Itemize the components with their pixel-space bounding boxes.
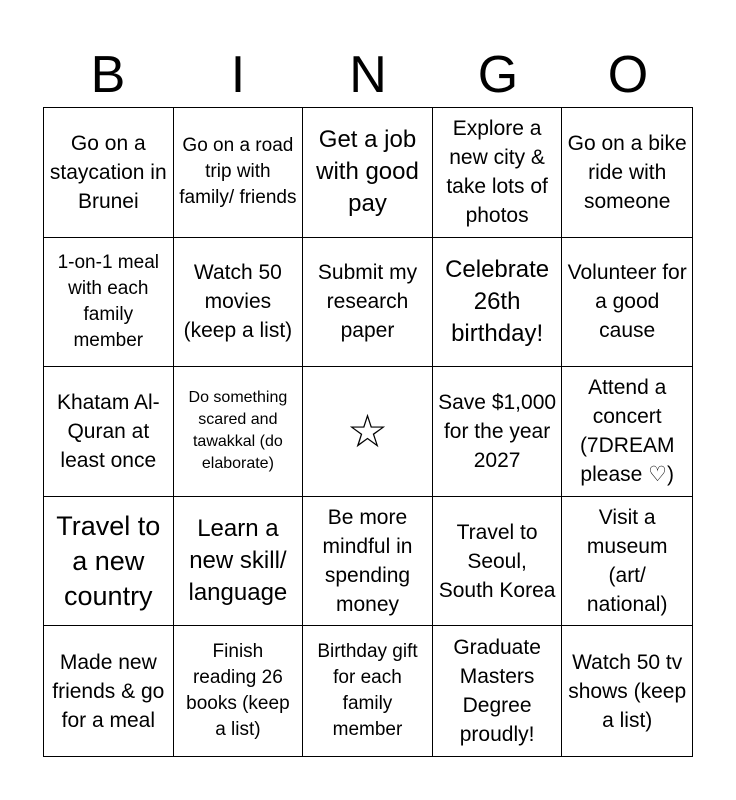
bingo-cell[interactable]: [174, 497, 304, 627]
cell-text: Watch 50 tv shows (keep a list): [568, 650, 687, 732]
bingo-cell[interactable]: [174, 238, 304, 368]
bingo-cell[interactable]: [562, 367, 692, 497]
cell-text: Learn a new skill/ language: [188, 515, 288, 607]
cell-text: Watch 50 movies (keep a list): [183, 261, 293, 343]
header-letter-i: I: [230, 46, 246, 104]
bingo-cell[interactable]: [433, 238, 563, 368]
bingo-cell[interactable]: [433, 626, 563, 756]
cell-text: 1-on-1 meal with each family member: [57, 251, 159, 351]
bingo-cell[interactable]: [174, 626, 304, 756]
bingo-cell[interactable]: [562, 626, 692, 756]
cell-text: Finish reading 26 books (keep a list): [186, 641, 290, 741]
cell-text: Get a job with good pay: [316, 126, 419, 218]
bingo-cell[interactable]: [303, 497, 433, 627]
bingo-cell[interactable]: [44, 626, 174, 756]
cell-text: Go on a road trip with family/ friends: [179, 135, 297, 209]
cell-text: Submit my research paper: [317, 261, 418, 343]
cell-text: Made new friends & go for a meal: [52, 650, 165, 732]
header-letter-g: G: [477, 46, 519, 104]
cell-text: Save $1,000 for the year 2027: [438, 390, 557, 472]
bingo-header: [43, 44, 693, 106]
cell-text: Birthday gift for each family member: [317, 641, 418, 741]
bingo-board: [43, 107, 693, 757]
header-letter-o: O: [607, 46, 649, 104]
bingo-cell[interactable]: [44, 367, 174, 497]
bingo-cell[interactable]: [44, 497, 174, 627]
cell-text: Attend a concert (7DREAM please ♡): [579, 376, 675, 487]
bingo-cell[interactable]: [433, 367, 563, 497]
bingo-cell[interactable]: [174, 367, 304, 497]
header-letter-b: B: [90, 46, 126, 104]
cell-text: Explore a new city & take lots of photos: [446, 117, 548, 228]
cell-text: Go on a staycation in Brunei: [49, 131, 167, 213]
star-outline-icon: ☆: [346, 405, 389, 458]
bingo-cell[interactable]: [44, 238, 174, 368]
cell-text: Khatam Al-Quran at least once: [56, 390, 160, 472]
cell-text: Volunteer for a good cause: [567, 261, 687, 343]
bingo-cell[interactable]: [303, 108, 433, 238]
cell-text: Graduate Masters Degree proudly!: [453, 636, 541, 747]
cell-text: Go on a bike ride with someone: [567, 131, 687, 213]
bingo-cell[interactable]: [562, 238, 692, 368]
bingo-cell[interactable]: [303, 626, 433, 756]
bingo-cell[interactable]: [303, 238, 433, 368]
bingo-cell[interactable]: [562, 108, 692, 238]
cell-text: Travel to a new country: [56, 510, 161, 611]
cell-text: Be more mindful in spending money: [322, 506, 413, 617]
free-space-cell[interactable]: [303, 367, 433, 497]
bingo-cell[interactable]: [433, 497, 563, 627]
header-letter-n: N: [349, 46, 387, 104]
cell-text: Travel to Seoul, South Korea: [438, 520, 556, 602]
bingo-cell[interactable]: [44, 108, 174, 238]
cell-text: Do something scared and tawakkal (do elaborate): [188, 389, 288, 473]
cell-text: Visit a museum (art/ national): [586, 506, 668, 617]
bingo-cell[interactable]: [562, 497, 692, 627]
cell-text: Celebrate 26th birthday!: [445, 255, 550, 347]
bingo-cell[interactable]: [433, 108, 563, 238]
bingo-cell[interactable]: [174, 108, 304, 238]
